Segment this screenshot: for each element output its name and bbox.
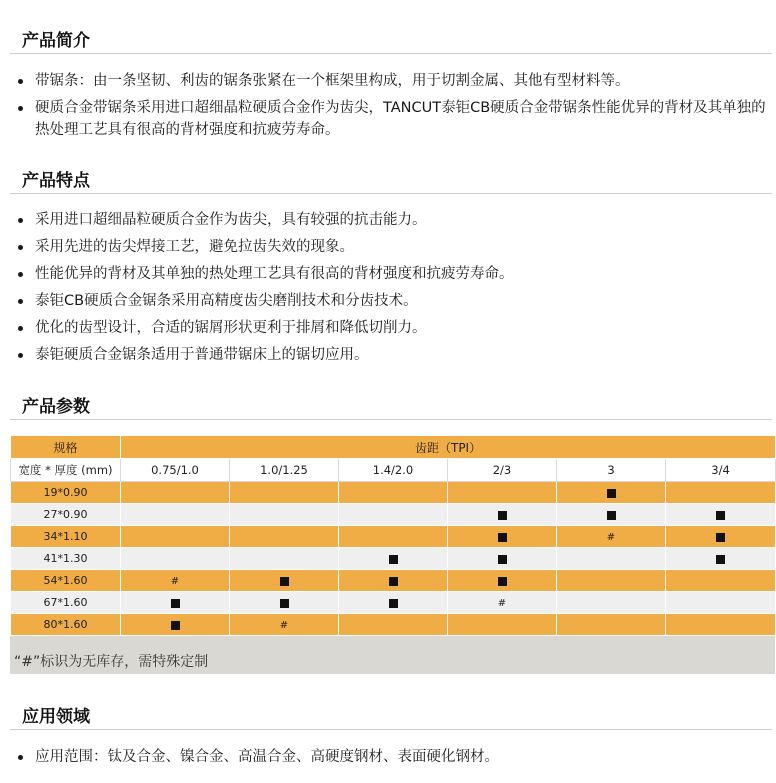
- section-title-features: 产品特点: [22, 171, 90, 191]
- intro-list: [0, 70, 776, 146]
- available-mark-icon: [716, 533, 725, 542]
- tpi-cell: [230, 592, 339, 614]
- tpi-cell: [339, 614, 448, 636]
- tpi-cell: [121, 482, 230, 504]
- available-mark-icon: [389, 555, 398, 564]
- tpi-cell: [557, 482, 666, 504]
- tpi-cell: [666, 504, 776, 526]
- size-cell: 19*0.90: [11, 482, 121, 504]
- available-mark-icon: [716, 555, 725, 564]
- list-item: 优化的齿型设计，合适的锯屑形状更利于排屑和降低切削力。: [0, 317, 776, 339]
- available-mark-icon: [171, 599, 180, 608]
- size-cell: 80*1.60: [11, 614, 121, 636]
- tpi-cell: [230, 614, 339, 636]
- size-cell: 34*1.10: [11, 526, 121, 548]
- tpi-cell: [666, 526, 776, 548]
- tpi-cell: [448, 482, 557, 504]
- table-subheader-row: [11, 459, 776, 482]
- tpi-header: 3/4: [666, 459, 776, 482]
- tpi-cell: [230, 548, 339, 570]
- table-row: [11, 504, 776, 526]
- tpi-cell: [339, 548, 448, 570]
- tpi-cell: [230, 526, 339, 548]
- custom-order-mark: #: [606, 532, 616, 543]
- available-mark-icon: [607, 489, 616, 498]
- available-mark-icon: [498, 533, 507, 542]
- spec-table-container: [10, 435, 775, 674]
- tpi-cell: [448, 614, 557, 636]
- list-item: 采用先进的齿尖焊接工艺，避免拉齿失效的现象。: [0, 236, 776, 258]
- list-item: 硬质合金带锯条采用进口超细晶粒硬质合金作为齿尖，TANCUT泰钜CB硬质合金带锯条性能优异的背材及其单独的热处理工艺具有很高的背材强度和抗疲劳寿命。: [0, 97, 776, 141]
- tpi-header: 0.75/1.0: [121, 459, 230, 482]
- section-title-applications: 应用领域: [22, 707, 90, 727]
- tpi-cell: [448, 548, 557, 570]
- list-item: 泰钜硬质合金锯条适用于普通带锯床上的锯切应用。: [0, 344, 776, 366]
- tpi-cell: [666, 570, 776, 592]
- applications-list: [0, 746, 776, 773]
- tpi-cell: [230, 482, 339, 504]
- table-row: [11, 592, 776, 614]
- tpi-cell: [557, 548, 666, 570]
- tpi-cell: [557, 526, 666, 548]
- tpi-cell: [339, 526, 448, 548]
- available-mark-icon: [389, 599, 398, 608]
- tpi-cell: [448, 504, 557, 526]
- available-mark-icon: [498, 577, 507, 586]
- section-divider: [10, 193, 772, 194]
- tpi-cell: [121, 614, 230, 636]
- table-row: [11, 570, 776, 592]
- list-item: 性能优异的背材及其单独的热处理工艺具有很高的背材强度和抗疲劳寿命。: [0, 263, 776, 285]
- tpi-cell: [121, 526, 230, 548]
- section-title-intro: 产品简介: [22, 31, 90, 51]
- available-mark-icon: [280, 599, 289, 608]
- tpi-cell: [339, 504, 448, 526]
- tpi-cell: [339, 592, 448, 614]
- custom-order-mark: #: [497, 598, 507, 609]
- table-row: [11, 526, 776, 548]
- tpi-cell: [448, 592, 557, 614]
- features-list: [0, 209, 776, 371]
- tpi-cell: [339, 570, 448, 592]
- spec-table: [10, 435, 776, 636]
- table-row: [11, 614, 776, 636]
- list-item: 带锯条：由一条坚韧、利齿的锯条张紧在一个框架里构成，用于切割金属、其他有型材料等。: [0, 70, 776, 92]
- tpi-cell: [339, 482, 448, 504]
- tpi-cell: [557, 614, 666, 636]
- size-cell: 27*0.90: [11, 504, 121, 526]
- available-mark-icon: [716, 511, 725, 520]
- table-row: [11, 482, 776, 504]
- tpi-cell: [121, 592, 230, 614]
- list-item: 泰钜CB硬质合金锯条采用高精度齿尖磨削技术和分齿技术。: [0, 290, 776, 312]
- section-title-params: 产品参数: [22, 397, 90, 417]
- size-cell: 67*1.60: [11, 592, 121, 614]
- available-mark-icon: [171, 621, 180, 630]
- size-cell: 54*1.60: [11, 570, 121, 592]
- tpi-cell: [557, 592, 666, 614]
- tpi-header: 2/3: [448, 459, 557, 482]
- tpi-cell: [666, 592, 776, 614]
- tpi-cell: [448, 570, 557, 592]
- tpi-cell: [230, 504, 339, 526]
- tpi-cell: [666, 614, 776, 636]
- tpi-header: 1.4/2.0: [339, 459, 448, 482]
- tpi-cell: [121, 504, 230, 526]
- tpi-cell: [121, 570, 230, 592]
- section-divider: [10, 729, 772, 730]
- tpi-cell: [448, 526, 557, 548]
- tpi-cell: [121, 548, 230, 570]
- header-size: 宽度 * 厚度 (mm): [11, 459, 121, 482]
- tpi-cell: [666, 482, 776, 504]
- available-mark-icon: [389, 577, 398, 586]
- tpi-cell: [557, 570, 666, 592]
- table-header-row: [11, 436, 776, 459]
- header-spec: 规格: [11, 436, 121, 459]
- tpi-cell: [666, 548, 776, 570]
- tpi-cell: [230, 570, 339, 592]
- available-mark-icon: [280, 577, 289, 586]
- available-mark-icon: [498, 511, 507, 520]
- stock-note: “#”标识为无库存，需特殊定制: [10, 651, 775, 674]
- section-divider: [10, 419, 772, 420]
- custom-order-mark: #: [170, 576, 180, 587]
- available-mark-icon: [498, 555, 507, 564]
- list-item: 采用进口超细晶粒硬质合金作为齿尖，具有较强的抗击能力。: [0, 209, 776, 231]
- tpi-header: 3: [557, 459, 666, 482]
- available-mark-icon: [607, 511, 616, 520]
- size-cell: 41*1.30: [11, 548, 121, 570]
- header-tpi: 齿距（TPI）: [121, 436, 776, 459]
- section-divider: [10, 53, 772, 54]
- custom-order-mark: #: [279, 620, 289, 631]
- tpi-cell: [557, 504, 666, 526]
- list-item: 应用范围：钛及合金、镍合金、高温合金、高硬度钢材、表面硬化钢材。: [0, 746, 776, 768]
- tpi-header: 1.0/1.25: [230, 459, 339, 482]
- table-body: [11, 482, 776, 636]
- table-row: [11, 548, 776, 570]
